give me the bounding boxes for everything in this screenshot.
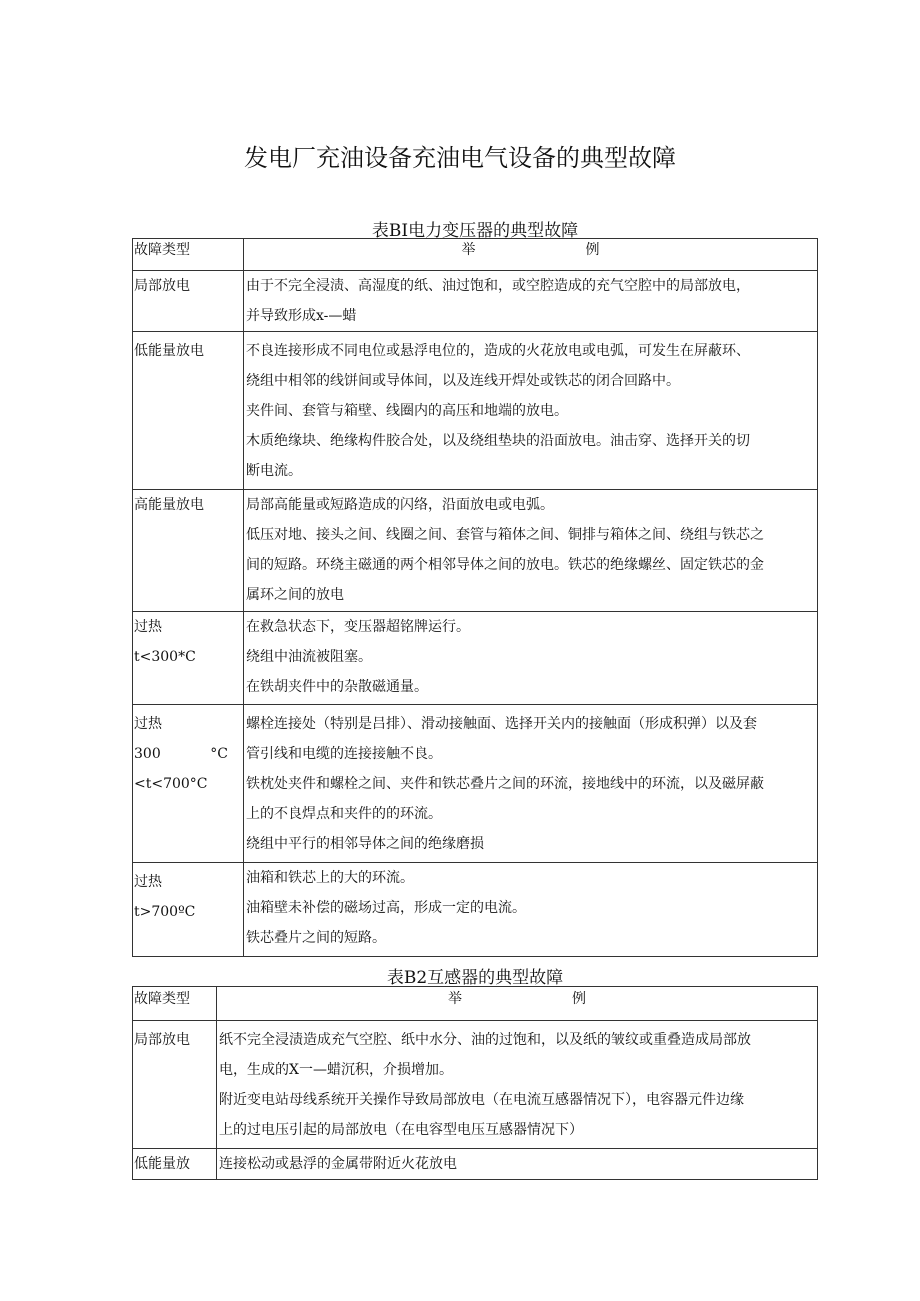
table-row: [133, 863, 818, 957]
header-example: 举例: [217, 987, 818, 1021]
table-row: [133, 1021, 818, 1149]
row-fault-type: 过热 t<300*C: [133, 612, 244, 705]
table-row: [133, 612, 818, 705]
table2-header-row: [133, 987, 818, 1021]
table-row: [133, 332, 818, 490]
row-fault-type: 过热 t>700ºC: [133, 863, 244, 957]
transformer-fault-table: [132, 238, 818, 957]
row-examples: 局部高能量或短路造成的闪络，沿面放电或电弧。 低压对地、接头之间、线圈之间、套管与箱体之间、铜排与箱体之间、绕组与铁芯之 间的短路。环绕主磁通的两个相邻导体之间的放电。铁芯的绝缘螺丝、固定铁芯的金 属环之间的放电: [244, 490, 818, 612]
header-fault-type: 故障类型: [133, 987, 217, 1021]
row-fault-type: 高能量放电: [133, 490, 244, 612]
row-examples: 不良连接形成不同电位或悬浮电位的，造成的火花放电或电弧，可发生在屏蔽环、 绕组中相邻的线饼间或导体间，以及连线开焊处或铁芯的闭合回路中。 夹件间、套管与箱壁、线圈内的高压和地端的放电。 木质绝缘块、绝缘构件胶合处，以及绕组垫块的沿面放电。油击穿、选择开关的切 断电流。: [244, 332, 818, 490]
row-examples: 螺栓连接处（特别是吕排）、滑动接触面、选择开关内的接触面（形成积弹）以及套 管引线和电缆的连接接触不良。 铁枕处夹件和螺栓之间、夹件和铁芯叠片之间的环流，接地线中的环流，以及磁屏蔽 上的不良焊点和夹件的的环流。 绕组中平行的相邻导体之间的绝缘磨损: [244, 705, 818, 863]
row-fault-type: 过热 300 °C <t<700°C: [133, 705, 244, 863]
row-examples: 在救急状态下，变压器超铭牌运行。 绕组中油流被阻塞。 在铁胡夹件中的杂散磁通量。: [244, 612, 818, 705]
row-fault-type: 低能量放: [133, 1149, 217, 1180]
transformer-instrument-fault-table: [132, 986, 818, 1180]
row-examples: 连接松动或悬浮的金属带附近火花放电: [217, 1149, 818, 1180]
row-examples: 由于不完全浸渍、高湿度的纸、油过饱和，或空腔造成的充气空腔中的局部放电， 并导致形成x-—蜡: [244, 271, 818, 332]
row-fault-type: 低能量放电: [133, 332, 244, 490]
row-examples: 油箱和铁芯上的大的环流。 油箱壁未补偿的磁场过高，形成一定的电流。 铁芯叠片之间的短路。: [244, 863, 818, 957]
table1-header-row: [133, 239, 818, 271]
table-row: [133, 1149, 818, 1180]
table-row: [133, 271, 818, 332]
table1-caption: 表BI电力变压器的典型故障: [371, 221, 579, 241]
table-row: [133, 705, 818, 863]
table-row: [133, 490, 818, 612]
table2-caption: 表B2互感器的典型故障: [386, 968, 564, 988]
header-example: 举例: [244, 239, 818, 271]
row-fault-type: 局部放电: [133, 1021, 217, 1149]
document-title: 发电厂充油设备充油电气设备的典型故障: [244, 144, 676, 172]
row-examples: 纸不完全浸渍造成充气空腔、纸中水分、油的过饱和，以及纸的皱纹或重叠造成局部放 电，生成的X一—蜡沉积，介损增加。 附近变电站母线系统开关操作导致局部放电（在电流互感器情况下），电容器元件边缘 上的过电压引起的局部放电（在电容型电压互感器情况下）: [217, 1021, 818, 1149]
header-fault-type: 故障类型: [133, 239, 244, 271]
row-fault-type: 局部放电: [133, 271, 244, 332]
